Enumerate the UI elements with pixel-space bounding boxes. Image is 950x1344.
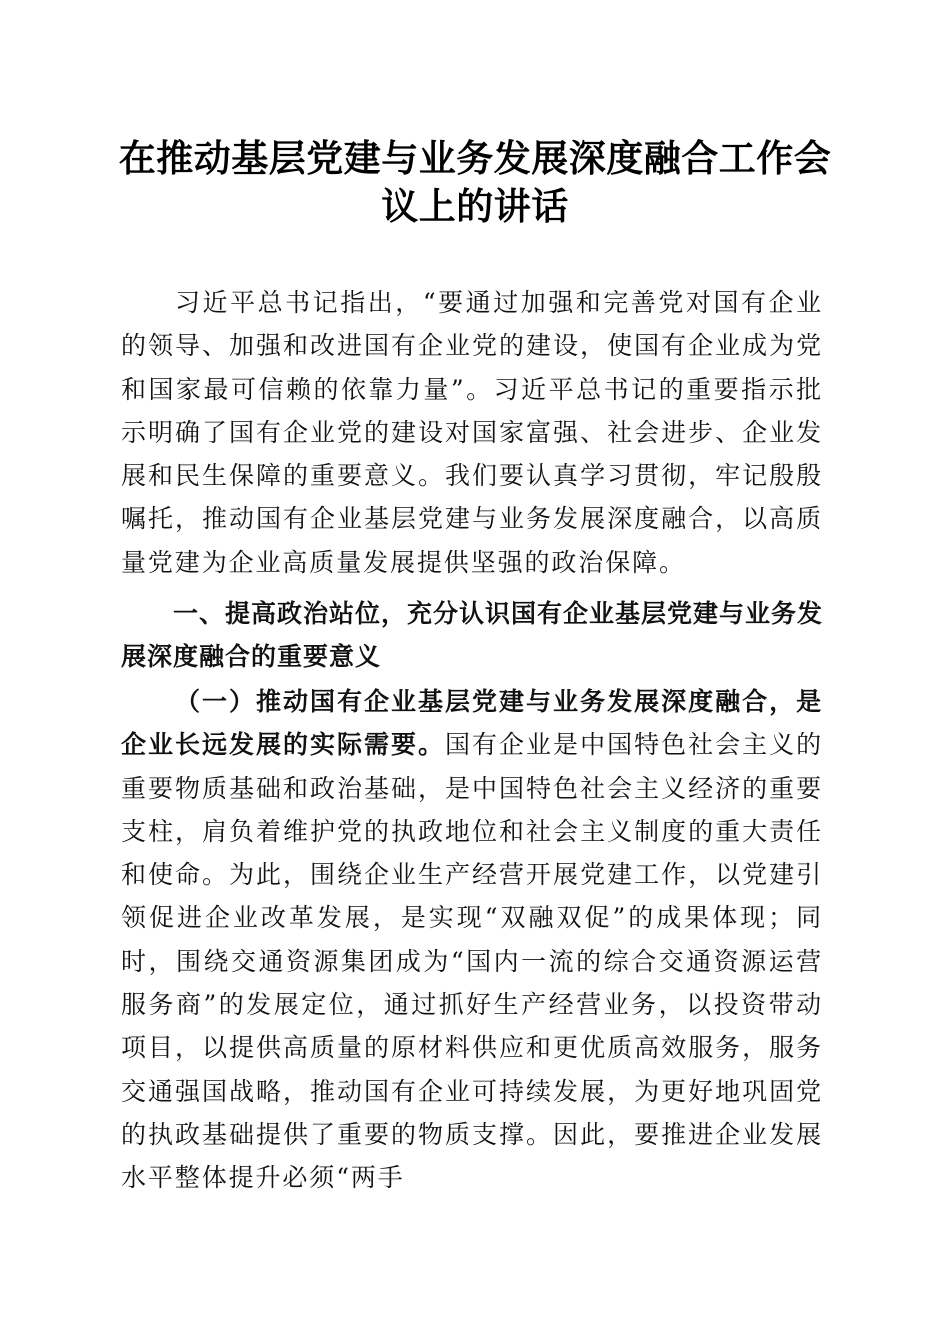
paragraph-intro: 习近平总书记指出，“要通过加强和完善党对国有企业的领导、加强和改进国有企业党的建设，使国有企业成为党和国家最可信赖的依靠力量”。习近平总书记的重要指示批示明确了国有企业党的建设对国家富强、社会进步、企业发展和民生保障的重要意义。我们要认真学习贯彻，牢记殷殷嘱托，推动国有企业基层党建与业务发展深度融合，以高质量党建为企业高质量发展提供坚强的政治保障。 bbox=[121, 288, 823, 577]
section-heading-1: 一、提高政治站位，充分认识国有企业基层党建与业务发展深度融合的重要意义 bbox=[121, 599, 824, 672]
paragraph-section-1-1 bbox=[121, 680, 823, 1200]
paragraph-section-1-1-body: 国有企业是中国特色社会主义的重要物质基础和政治基础，是中国特色社会主义经济的重要支柱，肩负着维护党的执政地位和社会主义制度的重大责任和使命。为此，围绕企业生产经营开展党建工作，以党建引领促进企业改革发展，是实现“双融双促”的成果体现；同时，围绕交通资源集团成为“国内一流的综合交通资源运营服务商”的发展定位，通过抓好生产经营业务，以投资带动项目，以提供高质量的原材料供应和更优质高效服务，服务交通强国战略，推动国有企业可持续发展，为更好地巩固党的执政基础提供了重要的物质支撑。因此，要推进企业发展水平整体提升必须“两手 bbox=[121, 730, 823, 1193]
subsection-lead-1: （一）推动国有企业基层党建与业务发展深度融合，是企业长远发展的实际需要。 bbox=[121, 687, 823, 760]
document-title: 在推动基层党建与业务发展深度融合工作会议上的讲话 bbox=[118, 136, 832, 228]
